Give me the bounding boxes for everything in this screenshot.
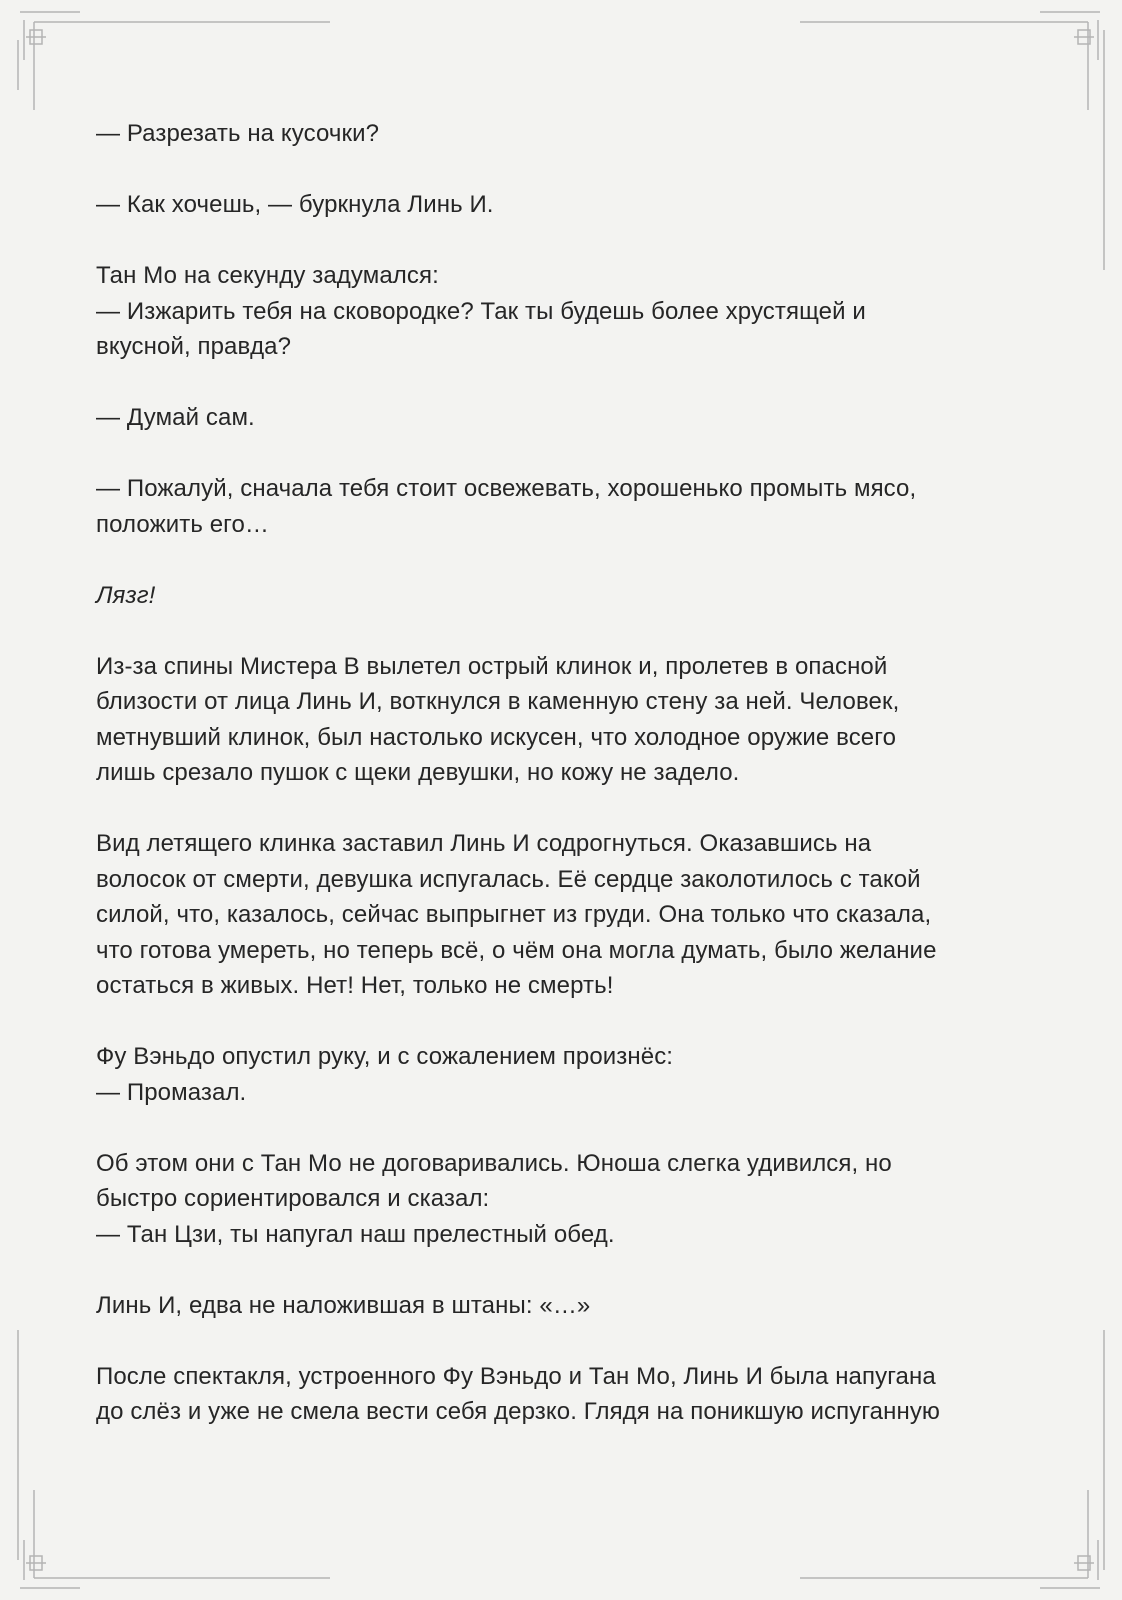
sound-effect-paragraph: Лязг! [96, 581, 156, 609]
document-body [96, 116, 1036, 1430]
paragraph-spacer [96, 791, 1036, 827]
corner-ornament-top-left [18, 12, 330, 110]
paragraph: После спектакля, устроенного Фу Вэньдо и Тан Мо, Линь И была напугана до слёз и уже не смела вести себя дерзко. Глядя на поникшую испуганную [96, 1362, 941, 1425]
paragraph: — Пожалуй, сначала тебя стоит освежевать, хорошенько промыть мясо, положить его… [96, 475, 917, 538]
paragraph-spacer [96, 1004, 1036, 1040]
paragraph: — Разрезать на кусочки? [96, 120, 380, 147]
paragraph-spacer [96, 1323, 1036, 1359]
paragraph: Линь И, едва не наложившая в штаны: «…» [96, 1291, 591, 1319]
paragraph: — Думай сам. [96, 404, 255, 431]
paragraph: Тан Мо на секунду задумался: — Изжарить тебя на сковородке? Так ты будешь более хрустящей и вкусной, правда? [96, 262, 866, 360]
paragraph: Вид летящего клинка заставил Линь И содрогнуться. Оказавшись на волосок от смерти, девушка испугалась. Её сердце заколотилось с такой силой, что, казалось, сейчас выпрыгнет из груди. Она только что сказала, что готова умереть, но теперь всё, о чём она могла думать, было желание остаться в живых. Нет! Нет, только не смерть! [96, 830, 937, 999]
paragraph-spacer [96, 436, 1036, 472]
paragraph-spacer [96, 1110, 1036, 1146]
paragraph-spacer [96, 1252, 1036, 1288]
paragraph: — Как хочешь, — буркнула Линь И. [96, 191, 494, 218]
paragraph-spacer [96, 223, 1036, 259]
paragraph: Фу Вэньдо опустил руку, и с сожалением произнёс: — Промазал. [96, 1043, 674, 1106]
paragraph-spacer [96, 542, 1036, 578]
paragraph-spacer [96, 365, 1036, 401]
paragraph: Из-за спины Мистера В вылетел острый клинок и, пролетев в опасной близости от лица Линь И, воткнулся в каменную стену за ней. Человек, метнувший клинок, был настолько искусен, что холодное оружие всего лишь срезало пушок с щеки девушки, но кожу не задело. [96, 652, 900, 786]
paragraph-spacer [96, 152, 1036, 188]
paragraph-spacer [96, 613, 1036, 649]
paragraph: Об этом они с Тан Мо не договаривались. Юноша слегка удивился, но быстро сориентировался и сказал: — Тан Цзи, ты напугал наш прелестный обед. [96, 1149, 892, 1248]
